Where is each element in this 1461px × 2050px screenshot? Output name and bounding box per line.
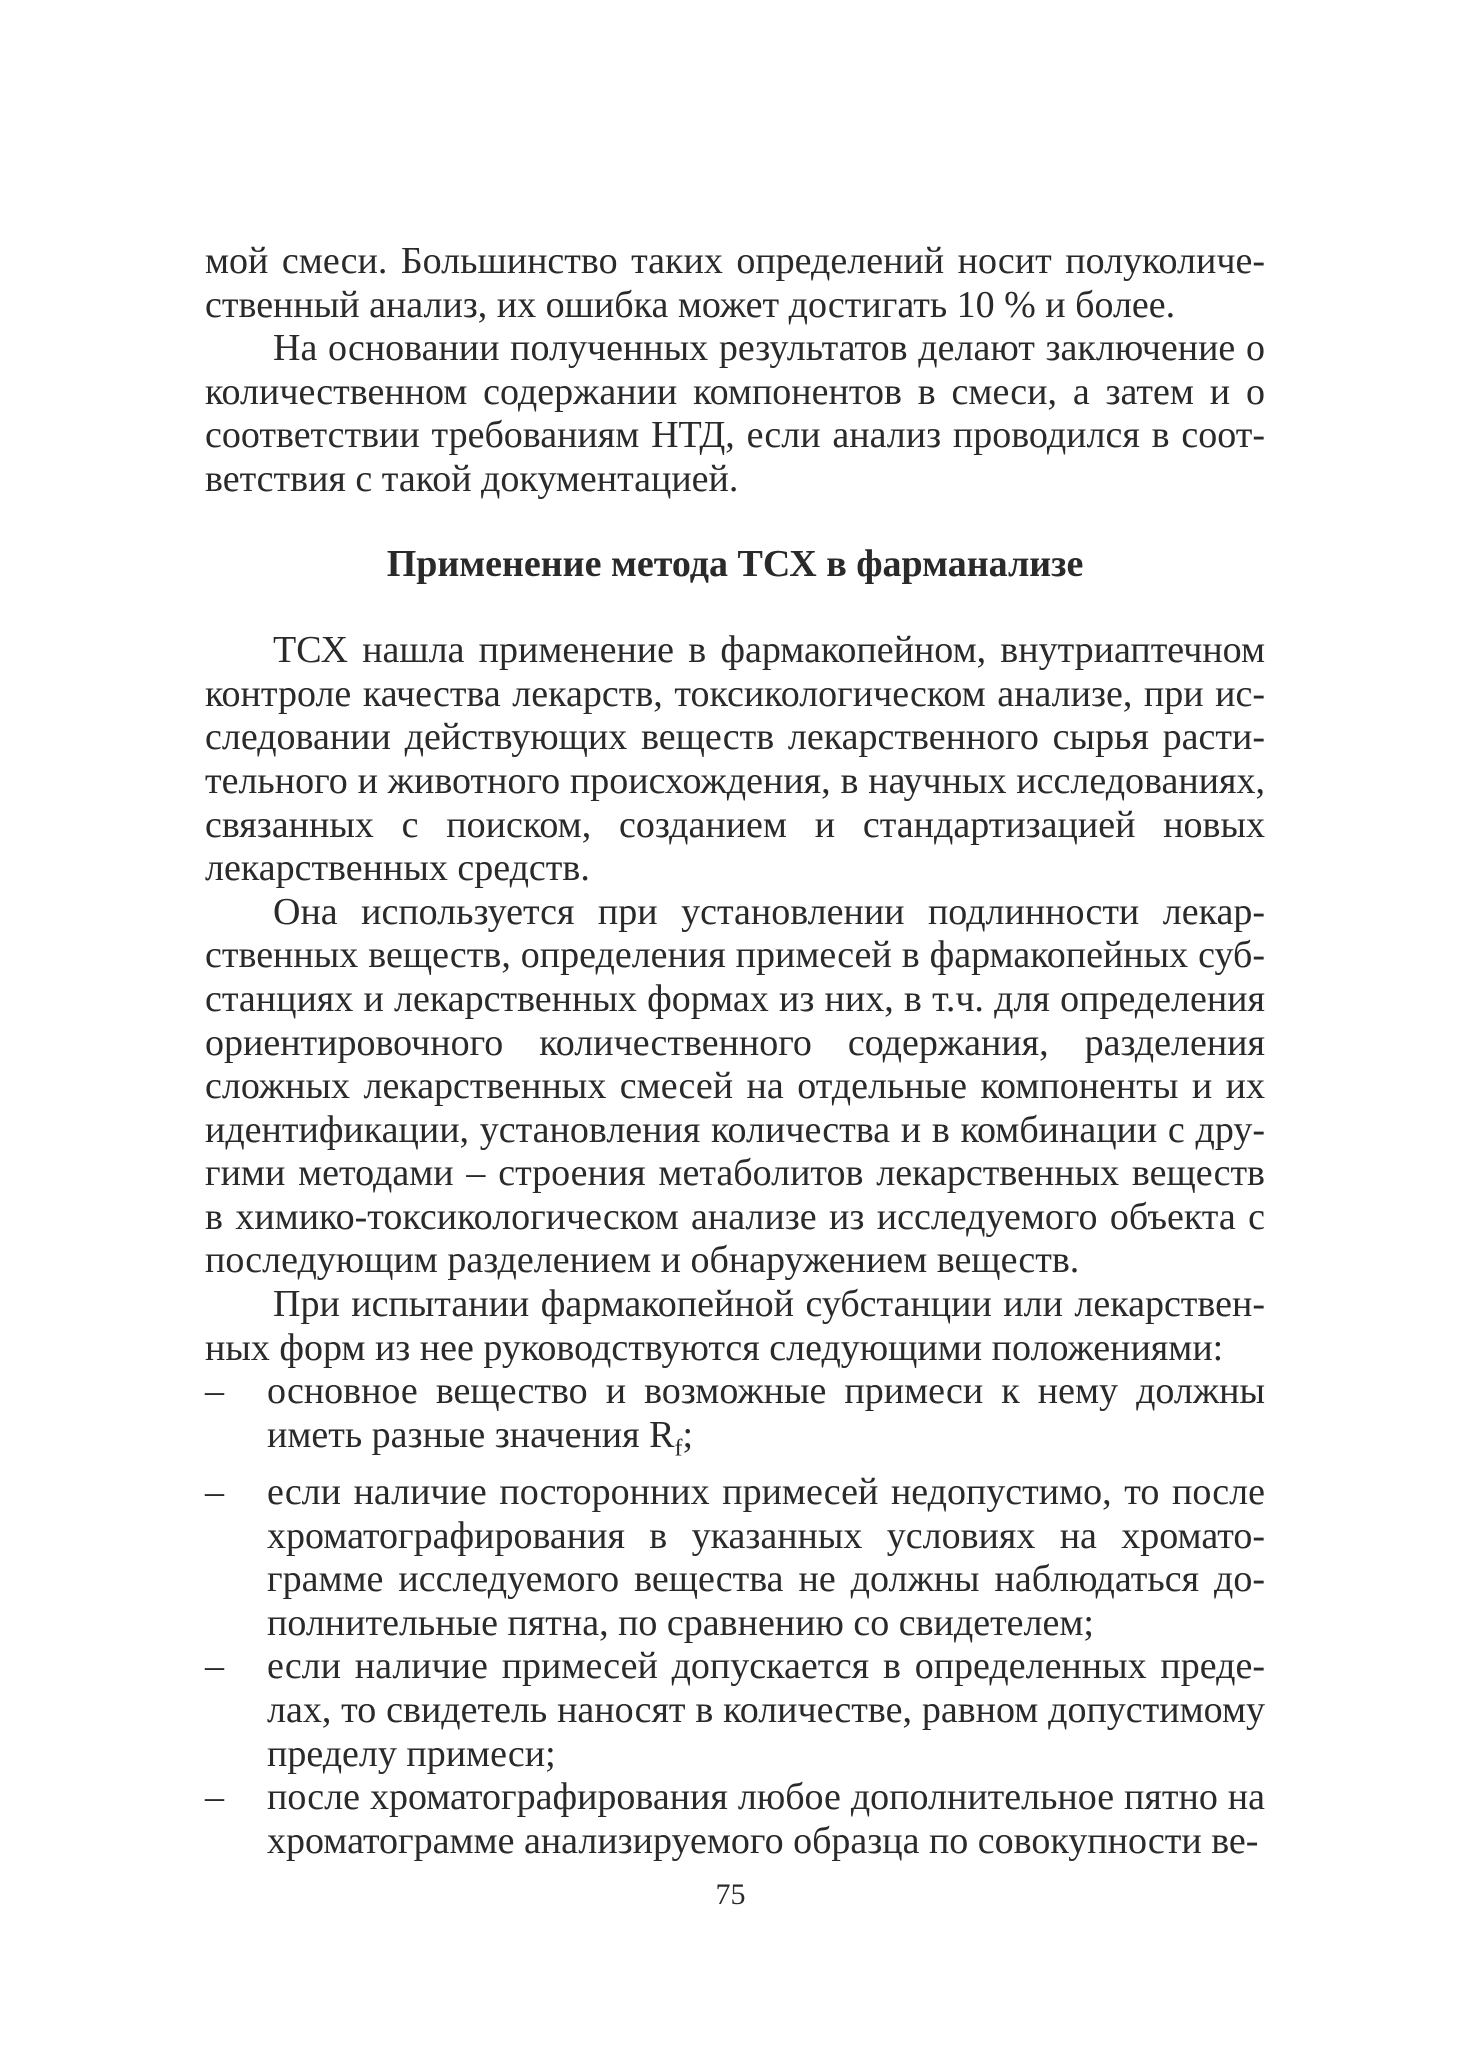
paragraph: На основании полученных результатов делают заключение о количественном содержании компонентов в смеси, а затем и о соответствии требованиям НТД, если анализ проводился в соответствия с такой документацией. <box>205 327 1265 500</box>
list-dash: – <box>205 1645 224 1688</box>
requirements-list <box>205 1370 1265 1863</box>
list-item <box>205 1370 1265 1471</box>
list-item <box>205 1471 1265 1645</box>
page-body <box>205 240 1265 1863</box>
list-item <box>205 1645 1265 1776</box>
rf-suffix: ; <box>682 1413 694 1456</box>
list-item-text: если наличие посторонних примесей недопустимо, то после хроматографирования в указанных условиях на хроматограмме исследуемого вещества не должны наблюдаться дополнительные пятна, по сравнению со свидетелем; <box>267 1471 1265 1644</box>
paragraph: Она используется при установлении подлинности лекарственных веществ, определения примесей в фармакопейных субстанциях и лекарственных формах из них, в т.ч. для определения ориентировочного количественного содержания, разделения сложных лекарственных смесей на отдельные компоненты и их идентификации, установления количества и в комбинации с другими методами – строения метаболитов лекарственных веществ в химико-токсикологическом анализе из исследуемого объекта с последующим разделением и обнаружением веществ. <box>205 890 1265 1282</box>
list-dash: – <box>205 1776 224 1819</box>
list-dash: – <box>205 1471 224 1514</box>
paragraph: ТСХ нашла применение в фармакопейном, внутриаптечном контроле качества лекарств, токсикологическом анализе, при исследовании действующих веществ лекарственного сырья растительного и животного происхождения, в научных исследованиях, связанных с поиском, созданием и стандартизацией новых лекарственных средств. <box>205 629 1265 890</box>
paragraph-continued: мой смеси. Большинство таких определений носит полуколичественный анализ, их ошибка может достигать 10 % и более. <box>205 240 1265 326</box>
page-number: 75 <box>715 1878 746 1911</box>
list-item <box>205 1776 1265 1863</box>
rf-subscript: f <box>674 1435 683 1462</box>
section-heading: Применение метода ТСХ в фарманализе <box>386 542 1084 585</box>
paragraph: При испытании фармакопейной субстанции или лекарственных форм из нее руководствуются следующими положениями: <box>205 1283 1265 1369</box>
list-item-text: основное вещество и возможные примеси к нему должны иметь разные значения R <box>267 1370 1265 1456</box>
list-item-text: после хроматографирования любое дополнительное пятно на хроматограмме анализируемого образца по совокупности ве- <box>267 1776 1265 1862</box>
list-item-text: если наличие примесей допускается в определенных пределах, то свидетель наносят в количестве, равном допустимому пределу примеси; <box>267 1645 1265 1775</box>
list-dash: – <box>205 1370 224 1413</box>
